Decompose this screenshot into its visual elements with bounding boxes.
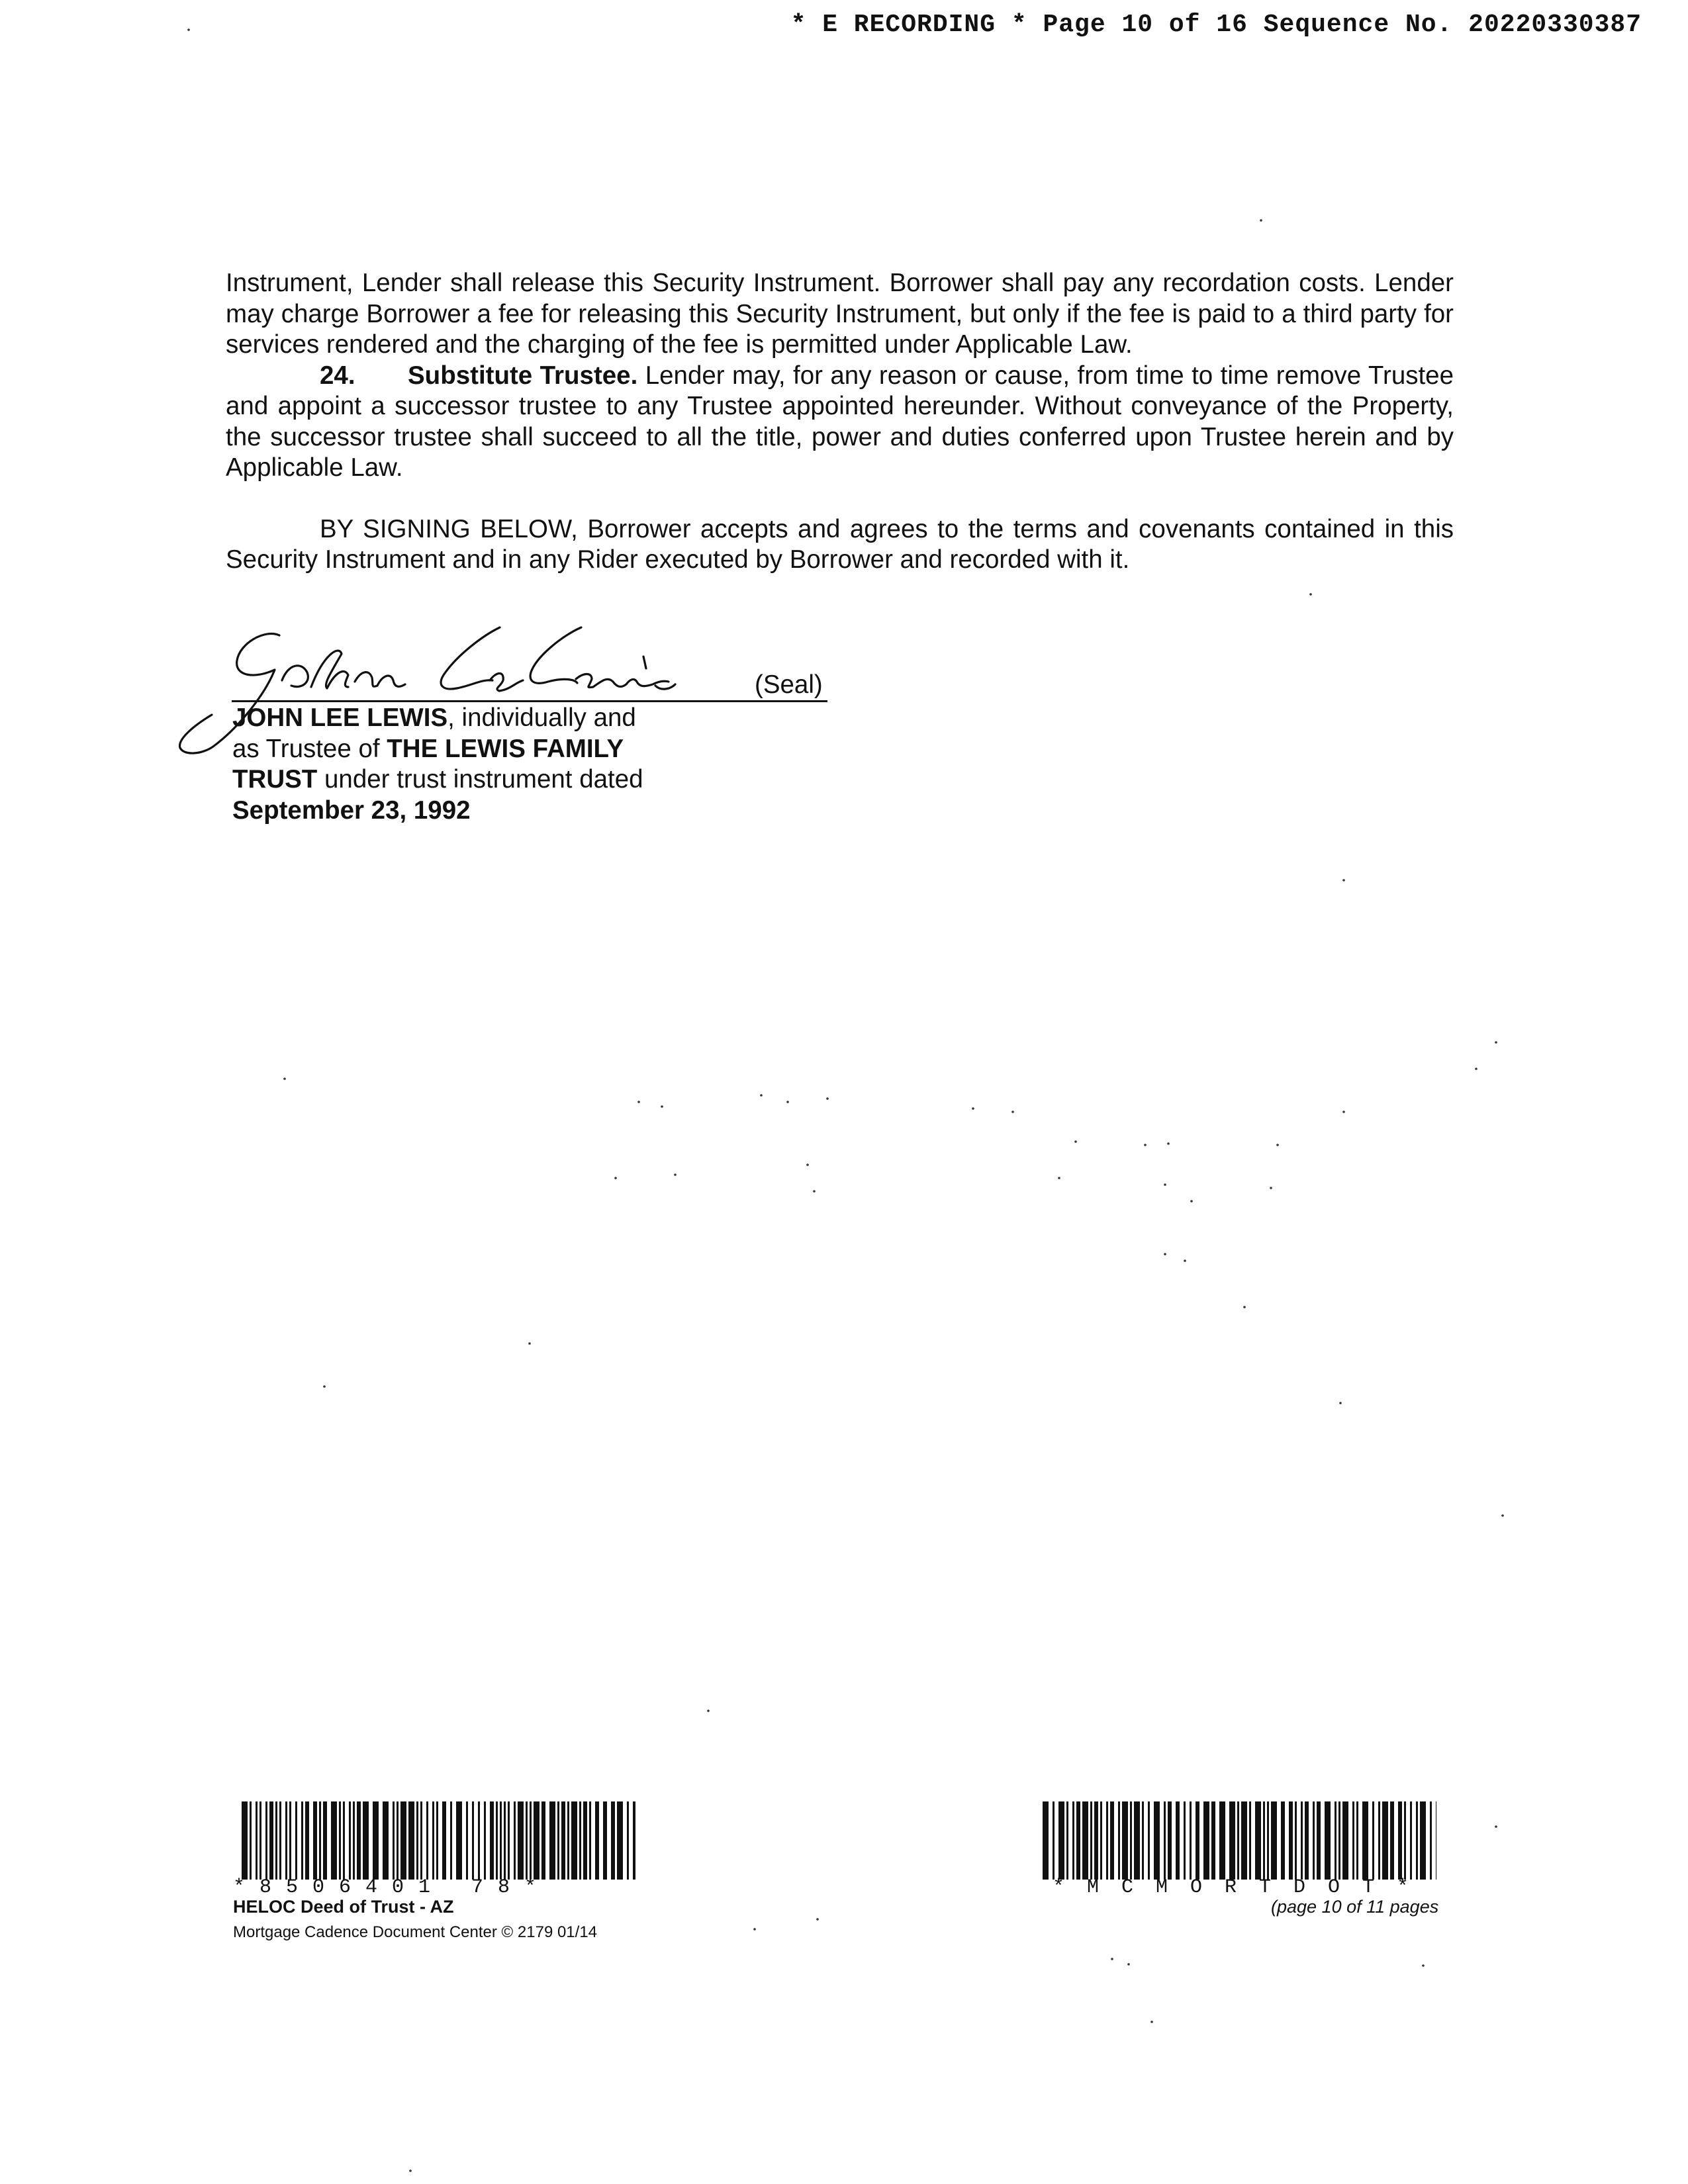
barcode-bar <box>442 1801 446 1880</box>
barcode-bar <box>289 1801 291 1880</box>
barcode-bar <box>393 1801 395 1880</box>
page-indicator: (page 10 of 11 pages <box>1271 1897 1439 1917</box>
barcode-bar <box>1267 1801 1269 1880</box>
scan-speck <box>816 1918 819 1921</box>
barcode-bar <box>1237 1801 1239 1880</box>
barcode-bar <box>1382 1801 1388 1880</box>
barcode-bar <box>1241 1801 1247 1880</box>
barcode-bar <box>1271 1801 1277 1880</box>
barcode-bar <box>1281 1801 1285 1880</box>
barcode-bar <box>1043 1801 1049 1880</box>
scan-speck <box>1074 1140 1077 1143</box>
barcode-bar <box>363 1801 369 1880</box>
barcode-bar <box>436 1801 438 1880</box>
scan-speck <box>760 1094 763 1097</box>
barcode-bar <box>526 1801 528 1880</box>
barcode-bar <box>472 1801 474 1880</box>
barcode-bar <box>1164 1801 1166 1880</box>
barcode-bar <box>1390 1801 1394 1880</box>
barcode-bar <box>1211 1801 1215 1880</box>
barcode-bar <box>1142 1801 1144 1880</box>
barcode-bar <box>595 1801 599 1880</box>
trustee-prefix: as Trustee of <box>232 734 387 763</box>
trust-name-continued: TRUST <box>232 765 318 794</box>
barcode-bar <box>583 1801 587 1880</box>
barcode-bar <box>1076 1801 1080 1880</box>
scan-speck <box>614 1177 617 1179</box>
barcode-bar <box>397 1801 399 1880</box>
barcode-bar <box>259 1801 261 1880</box>
paragraph-number: 24. <box>320 361 355 390</box>
barcode-bar <box>1072 1801 1074 1880</box>
barcode-bar <box>1342 1801 1348 1880</box>
scan-speck <box>1243 1306 1246 1308</box>
scan-speck <box>1270 1187 1272 1189</box>
barcode-bar <box>617 1801 623 1880</box>
barcode-bar <box>504 1801 506 1880</box>
barcode-bar <box>1203 1801 1209 1880</box>
scan-speck <box>637 1101 640 1103</box>
barcode-bar <box>1066 1801 1068 1880</box>
barcode-bar <box>530 1801 532 1880</box>
barcode-bar <box>420 1801 422 1880</box>
paragraph-heading: Substitute Trustee. <box>408 361 638 390</box>
barcode-bar <box>1249 1801 1251 1880</box>
barcode-bar <box>250 1801 252 1880</box>
barcode-bar <box>285 1801 287 1880</box>
barcode-bar <box>1110 1801 1114 1880</box>
barcode-bar <box>1184 1801 1186 1880</box>
barcode-bar <box>1122 1801 1128 1880</box>
barcode-bar <box>373 1801 379 1880</box>
barcode-bar <box>1372 1801 1374 1880</box>
signing-statement: BY SIGNING BELOW, Borrower accepts and agrees to the terms and covenants contained in this Security Instrument and in any Rider executed by Borrower and recorded with it. <box>226 514 1454 574</box>
barcode-bar <box>1325 1801 1331 1880</box>
barcode-bar <box>589 1801 591 1880</box>
barcode-bar <box>242 1801 248 1880</box>
barcode-bar <box>305 1801 309 1880</box>
barcode-bar <box>1263 1801 1265 1880</box>
barcode-bar <box>265 1801 267 1880</box>
scan-speck <box>1184 1259 1186 1262</box>
barcode-bar <box>1313 1801 1315 1880</box>
scan-speck <box>813 1190 816 1193</box>
barcode-bar <box>1082 1801 1088 1880</box>
scan-speck <box>674 1173 677 1176</box>
trust-name: THE LEWIS FAMILY <box>387 734 624 763</box>
scan-speck <box>1164 1253 1166 1255</box>
barcode-bar <box>416 1801 418 1880</box>
barcode-bar <box>323 1801 327 1880</box>
scan-speck <box>1309 593 1312 596</box>
barcode-bar <box>1289 1801 1293 1880</box>
barcode-bar <box>256 1801 258 1880</box>
scan-speck <box>661 1105 663 1108</box>
scan-speck <box>1058 1177 1060 1179</box>
signature-line <box>232 700 827 702</box>
scan-speck <box>283 1077 286 1080</box>
barcode-bar <box>500 1801 502 1880</box>
barcode-bar <box>301 1801 303 1880</box>
scan-speck <box>323 1385 326 1388</box>
barcode-bar <box>1410 1801 1412 1880</box>
barcode-bar <box>1106 1801 1108 1880</box>
paragraph-text: Lender may, for any reason or cause, from time to time remove Trustee and appoint a successor trustee to any Trustee appointed hereunder. Without conveyance of the Property, the successor trustee shall succeed to all the title, power and duties conferred upon Trustee herein and by Applicable Law. <box>226 361 1454 482</box>
barcode-bar <box>400 1801 406 1880</box>
scan-speck <box>1011 1111 1014 1113</box>
scan-speck <box>1495 1825 1497 1828</box>
scan-speck <box>1475 1068 1477 1070</box>
barcode-bar <box>541 1801 545 1880</box>
barcode-bar <box>490 1801 494 1880</box>
barcode-bar <box>1134 1801 1140 1880</box>
barcode-bar <box>1335 1801 1336 1880</box>
barcode-bar <box>1058 1801 1064 1880</box>
barcode-bar <box>514 1801 516 1880</box>
barcode-bar <box>319 1801 321 1880</box>
barcode-bar <box>1430 1801 1432 1880</box>
scan-speck <box>528 1342 531 1345</box>
barcode-bar <box>1398 1801 1402 1880</box>
barcode-bar <box>1196 1801 1199 1880</box>
scan-speck <box>1260 219 1262 222</box>
barcode-bar <box>1378 1801 1380 1880</box>
barcode-bar <box>1338 1801 1340 1880</box>
barcode-bar <box>331 1801 337 1880</box>
barcode-bar <box>611 1801 615 1880</box>
barcode-bar <box>1154 1801 1160 1880</box>
barcode-bar <box>269 1801 273 1880</box>
barcode-bar <box>603 1801 607 1880</box>
scan-speck <box>1422 1964 1425 1967</box>
barcode-bar <box>343 1801 345 1880</box>
barcode-bar <box>353 1801 355 1880</box>
scan-speck <box>1164 1183 1166 1186</box>
barcode-bar <box>275 1801 277 1880</box>
barcode-bar <box>450 1801 452 1880</box>
barcode-bar <box>549 1801 555 1880</box>
scan-speck <box>786 1101 789 1103</box>
signer-name: JOHN LEE LEWIS <box>232 704 448 732</box>
barcode-bar <box>1420 1801 1426 1880</box>
barcode-bar <box>426 1801 428 1880</box>
barcode-bar <box>1219 1801 1225 1880</box>
trust-suffix: under trust instrument dated <box>317 765 643 794</box>
scan-speck <box>972 1107 974 1110</box>
signer-suffix: , individually and <box>447 704 636 732</box>
paragraph-24 <box>226 361 1454 484</box>
barcode-bar <box>557 1801 559 1880</box>
form-title: HELOC Deed of Trust - AZ <box>233 1897 454 1917</box>
barcode-bar <box>534 1801 539 1880</box>
trustee-line <box>232 734 828 765</box>
barcode-bar <box>1416 1801 1418 1880</box>
barcode-bar <box>466 1801 468 1880</box>
barcode-bar <box>478 1801 480 1880</box>
scan-speck <box>1339 1402 1342 1404</box>
scan-speck <box>1276 1144 1279 1146</box>
scan-speck <box>1342 1111 1345 1113</box>
barcode-bar <box>1130 1801 1132 1880</box>
scan-speck <box>753 1928 756 1931</box>
barcode-bar <box>561 1801 565 1880</box>
barcode-bar <box>496 1801 498 1880</box>
barcode-bar <box>1356 1801 1358 1880</box>
barcode-bar <box>1176 1801 1180 1880</box>
barcode-bar <box>339 1801 341 1880</box>
barcode-left <box>242 1801 635 1880</box>
barcode-bar <box>1168 1801 1172 1880</box>
barcode-bar <box>571 1801 577 1880</box>
signer-details <box>232 703 828 826</box>
scan-speck <box>806 1163 809 1166</box>
barcode-bar <box>1190 1801 1192 1880</box>
scan-speck <box>1150 2021 1153 2023</box>
barcode-bar <box>1362 1801 1368 1880</box>
barcode-bar <box>1255 1801 1261 1880</box>
barcode-bar <box>1118 1801 1120 1880</box>
paragraph-continuation: Instrument, Lender shall release this Security Instrument. Borrower shall pay any recordation costs. Lender may charge Borrower a fee for releasing this Security Instrument, but only if the fee is paid to a third party for services rendered and the charging of the fee is permitted under Applicable Law. <box>226 269 1454 359</box>
barcode-bar <box>627 1801 629 1880</box>
barcode-bar <box>1295 1801 1297 1880</box>
trust-instrument-line <box>232 764 828 796</box>
barcode-left-caption: *8506401 78* <box>233 1876 551 1899</box>
barcode-bar <box>1100 1801 1102 1880</box>
barcode-bar <box>1404 1801 1406 1880</box>
scan-speck <box>1167 1142 1170 1145</box>
barcode-bar <box>633 1801 635 1880</box>
barcode-bar <box>567 1801 569 1880</box>
signer-name-line <box>232 703 828 734</box>
barcode-bar <box>579 1801 581 1880</box>
trust-date: September 23, 1992 <box>232 796 471 825</box>
scan-speck <box>409 2169 412 2172</box>
barcode-bar <box>1229 1801 1235 1880</box>
barcode-bar <box>432 1801 434 1880</box>
barcode-bar <box>357 1801 361 1880</box>
recording-header: * E RECORDING * Page 10 of 16 Sequence No. 20220330387 <box>790 11 1642 39</box>
scan-speck <box>826 1097 829 1100</box>
barcode-bar <box>383 1801 389 1880</box>
scan-speck <box>1111 1958 1113 1960</box>
barcode-bar <box>518 1801 524 1880</box>
barcode-bar <box>508 1801 510 1880</box>
scan-speck <box>1342 879 1345 882</box>
barcode-bar <box>1352 1801 1354 1880</box>
scan-speck <box>187 28 190 31</box>
barcode-bar <box>279 1801 281 1880</box>
barcode-bar <box>313 1801 317 1880</box>
barcode-bar <box>484 1801 486 1880</box>
barcode-bar <box>408 1801 414 1880</box>
form-subtitle: Mortgage Cadence Document Center © 2179 01/14 <box>233 1923 598 1941</box>
barcode-bar <box>1301 1801 1303 1880</box>
barcode-bar <box>349 1801 351 1880</box>
scan-speck <box>1495 1041 1497 1044</box>
barcode-bar <box>1090 1801 1092 1880</box>
scan-speck <box>1127 1963 1130 1966</box>
signature-block <box>165 615 861 834</box>
barcode-bar <box>1148 1801 1150 1880</box>
scan-speck <box>1144 1144 1147 1146</box>
document-body <box>226 268 1454 576</box>
scan-speck <box>707 1709 710 1712</box>
barcode-bar <box>295 1801 297 1880</box>
barcode-bar <box>1305 1801 1309 1880</box>
seal-label: (Seal) <box>755 670 823 699</box>
barcode-bar <box>1094 1801 1098 1880</box>
barcode-right-caption: *MCMORTDOT* <box>1053 1876 1432 1899</box>
barcode-bar <box>1317 1801 1321 1880</box>
barcode-bar <box>456 1801 462 1880</box>
scan-speck <box>1501 1514 1504 1517</box>
barcode-bar <box>1053 1801 1055 1880</box>
scan-speck <box>1190 1200 1193 1203</box>
barcode-right <box>1043 1801 1436 1880</box>
